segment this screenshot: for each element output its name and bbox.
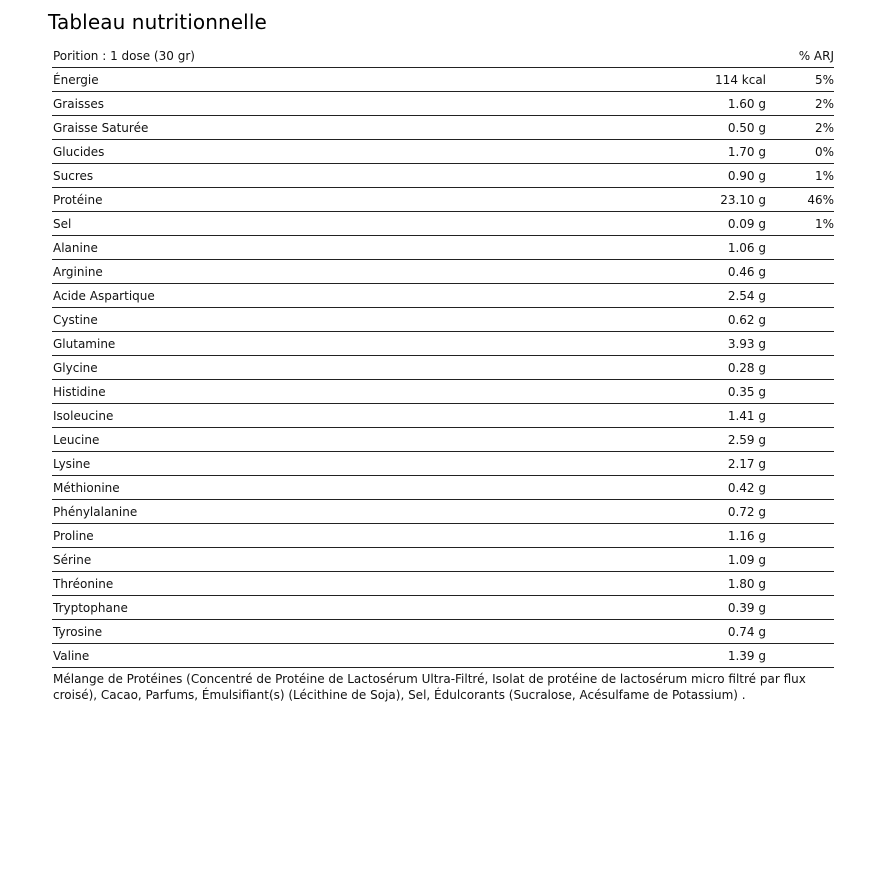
table-row [52, 116, 834, 140]
table-row [52, 188, 834, 212]
table-row [52, 332, 834, 356]
nutrient-value: 114 kcal [715, 72, 766, 87]
table-row [52, 284, 834, 308]
table-row [52, 452, 834, 476]
table-row [52, 548, 834, 572]
nutrient-name: Méthionine [53, 480, 120, 495]
nutrient-name: Sérine [53, 552, 92, 567]
nutrient-value: 1.09 g [727, 552, 766, 567]
nutrient-name: Proline [53, 528, 94, 543]
nutrient-value: 1.16 g [727, 528, 766, 543]
nutrient-value: 23.10 g [720, 192, 766, 207]
nutrient-name: Glycine [53, 360, 98, 375]
nutrient-value: 2.59 g [727, 432, 766, 447]
table-row [52, 260, 834, 284]
nutrient-value: 0.72 g [727, 504, 766, 519]
nutrient-name: Glutamine [53, 336, 116, 351]
nutrient-pct-arj: 46% [807, 192, 834, 207]
nutrient-value: 0.35 g [727, 384, 766, 399]
nutrient-name: Graisse Saturée [53, 120, 149, 135]
nutrient-name: Arginine [53, 264, 103, 279]
nutrient-name: Sel [53, 216, 72, 231]
nutrient-value: 0.50 g [727, 120, 766, 135]
nutrient-name: Énergie [53, 72, 99, 87]
nutrient-name: Cystine [53, 312, 98, 327]
table-row [52, 68, 834, 92]
table-row [52, 212, 834, 236]
page-title: Tableau nutritionnelle [48, 10, 267, 34]
nutrient-value: 3.93 g [727, 336, 766, 351]
nutrient-name: Leucine [53, 432, 100, 447]
nutrient-name: Phénylalanine [53, 504, 138, 519]
nutrient-value: 1.70 g [727, 144, 766, 159]
nutrient-name: Thréonine [53, 576, 114, 591]
table-row [52, 140, 834, 164]
table-row [52, 92, 834, 116]
nutrient-value: 0.28 g [727, 360, 766, 375]
nutrient-value: 0.90 g [727, 168, 766, 183]
nutrient-name: Acide Aspartique [53, 288, 155, 303]
table-row [52, 572, 834, 596]
header-pct-arj: % ARJ [798, 48, 834, 63]
nutrient-name: Tryptophane [53, 600, 128, 615]
table-row [52, 164, 834, 188]
nutrient-name: Glucides [53, 144, 105, 159]
table-row [52, 428, 834, 452]
nutrient-pct-arj: 5% [814, 72, 834, 87]
nutrient-value: 1.60 g [727, 96, 766, 111]
table-row [52, 524, 834, 548]
nutrient-pct-arj: 2% [814, 96, 834, 111]
table-row [52, 620, 834, 644]
nutrient-name: Tyrosine [53, 624, 103, 639]
nutrient-value: 1.39 g [727, 648, 766, 663]
nutrient-value: 0.62 g [727, 312, 766, 327]
nutrient-value: 0.46 g [727, 264, 766, 279]
nutrient-name: Isoleucine [53, 408, 114, 423]
nutrient-value: 1.80 g [727, 576, 766, 591]
nutrient-value: 1.41 g [727, 408, 766, 423]
table-row [52, 236, 834, 260]
nutrient-value: 2.17 g [727, 456, 766, 471]
nutrient-pct-arj: 1% [814, 216, 834, 231]
table-row [52, 380, 834, 404]
table-body [52, 68, 834, 668]
table-row [52, 500, 834, 524]
ingredients-text: Mélange de Protéines (Concentré de Protéine de Lactosérum Ultra-Filtré, Isolat de protéine de lactosérum micro filtré par flux croisé), Cacao, Parfums, Émulsifiant(s) (Lécithine de Soja), Sel, Édulcorants (Sucralose, Acésulfame de Potassium) . [53, 672, 806, 702]
table-row [52, 356, 834, 380]
nutrient-value: 0.39 g [727, 600, 766, 615]
nutrient-value: 1.06 g [727, 240, 766, 255]
nutrient-name: Histidine [53, 384, 106, 399]
nutrient-name: Valine [53, 648, 90, 663]
nutrient-name: Protéine [53, 192, 103, 207]
table-row [52, 644, 834, 668]
nutrient-name: Graisses [53, 96, 105, 111]
table-row [52, 404, 834, 428]
nutrient-pct-arj: 0% [814, 144, 834, 159]
nutrient-name: Lysine [53, 456, 91, 471]
nutrient-name: Sucres [53, 168, 94, 183]
nutrition-table [52, 44, 834, 668]
nutrient-value: 0.09 g [727, 216, 766, 231]
nutrient-pct-arj: 2% [814, 120, 834, 135]
nutrient-name: Alanine [53, 240, 98, 255]
nutrient-pct-arj: 1% [814, 168, 834, 183]
nutrient-value: 0.42 g [727, 480, 766, 495]
nutrient-value: 2.54 g [727, 288, 766, 303]
portion-label: Porition : 1 dose (30 gr) [53, 48, 195, 63]
table-row [52, 308, 834, 332]
table-row [52, 596, 834, 620]
table-row [52, 476, 834, 500]
table-header [52, 44, 834, 68]
nutrient-value: 0.74 g [727, 624, 766, 639]
